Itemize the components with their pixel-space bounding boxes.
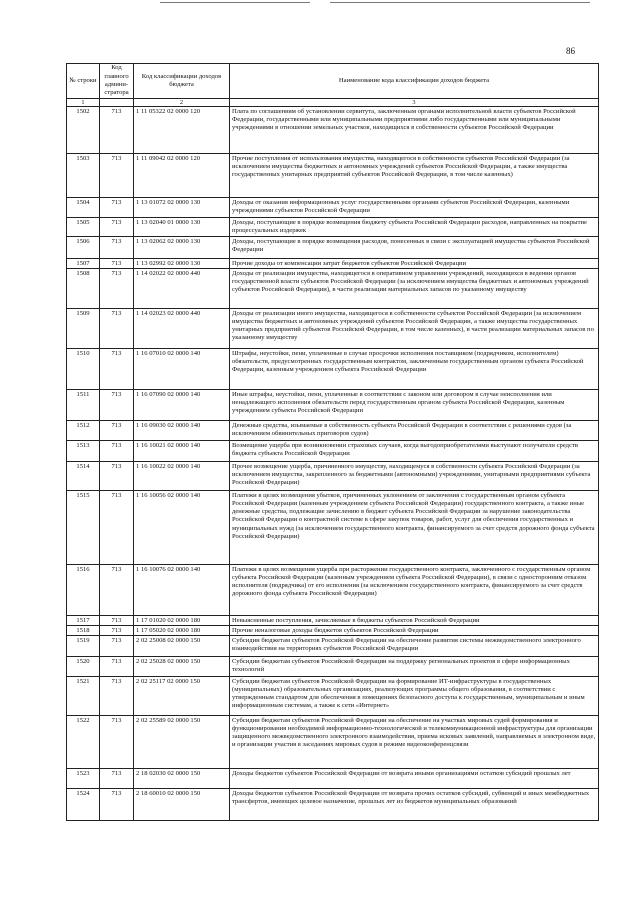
table-row	[67, 657, 599, 677]
classification-code-cell: 1 16 10022 02 0000 140	[134, 462, 230, 491]
code-name-cell: Прочие неналоговые доходы бюджетов субъектов Российской Федерации	[230, 626, 599, 636]
table-row	[67, 154, 599, 198]
column-number-1: 1	[67, 99, 100, 107]
row-number-cell: 1511	[67, 390, 100, 421]
row-number-cell: 1503	[67, 154, 100, 198]
code-name-cell: Иные штрафы, неустойки, пени, уплаченные в соответствии с законом или договором в случае неисполнения или ненадлежащего исполнения обязательств перед государственным органом субъекта Российской Федерации, казенным учреждением субъекта Российской Федерации	[230, 390, 599, 421]
header-admin-code: Код главного админи-стратора	[100, 64, 134, 99]
income-classification-table	[66, 63, 599, 821]
classification-code-cell: 2 02 25117 02 0000 150	[134, 677, 230, 716]
row-number-cell: 1513	[67, 441, 100, 462]
row-number-cell: 1522	[67, 716, 100, 769]
classification-code-cell: 1 16 09030 02 0000 140	[134, 421, 230, 441]
table-row	[67, 269, 599, 309]
admin-code-cell: 713	[100, 441, 134, 462]
code-name-cell: Штрафы, неустойки, пени, уплаченные в случае просрочки исполнения поставщиком (подрядчиком, исполнителем) обязательств, предусмотренных государственным контрактом, заключенным государственным органом субъекта Российской Федерации, казенным учреждением субъекта Российской Федерации	[230, 349, 599, 390]
admin-code-cell: 713	[100, 198, 134, 218]
admin-code-cell: 713	[100, 677, 134, 716]
classification-code-cell: 1 16 07010 02 0000 140	[134, 349, 230, 390]
header-row-number: № строки	[67, 64, 100, 99]
row-number-cell: 1510	[67, 349, 100, 390]
code-name-cell: Доходы бюджетов субъектов Российской Федерации от возврата иными организациями остатков субсидий прошлых лет	[230, 769, 599, 789]
row-number-cell: 1508	[67, 269, 100, 309]
code-name-cell: Платежи в целях возмещения ущерба при расторжении государственного контракта, заключенного с государственным органом субъекта Российской Федерации (казенным учреждением субъекта Российской Федерации), в связи с односторонним отказом исполнителя (подрядчика) от его исполнения (за исключением государственного контракта, финансируемого за счет средств дорожного фонда субъекта Российской Федерации)	[230, 565, 599, 616]
column-number-2: 2	[134, 99, 230, 107]
table-row	[67, 309, 599, 349]
column-number-blank	[100, 99, 134, 107]
classification-code-cell: 1 17 01020 02 0000 180	[134, 616, 230, 626]
table-row	[67, 198, 599, 218]
classification-code-cell: 1 11 05322 02 0000 120	[134, 107, 230, 154]
row-number-cell: 1520	[67, 657, 100, 677]
classification-code-cell: 1 13 02992 02 0000 130	[134, 259, 230, 269]
admin-code-cell: 713	[100, 716, 134, 769]
header-row	[67, 64, 599, 99]
classification-code-cell: 1 14 02023 02 0000 440	[134, 309, 230, 349]
admin-code-cell: 713	[100, 626, 134, 636]
row-number-cell: 1524	[67, 789, 100, 821]
classification-code-cell: 2 18 02030 02 0000 150	[134, 769, 230, 789]
classification-code-cell: 1 14 02022 02 0000 440	[134, 269, 230, 309]
table-row	[67, 349, 599, 390]
code-name-cell: Субсидии бюджетам субъектов Российской Федерации на обеспечение развития системы межведомственного электронного взаимодействия на территориях субъектов Российской Федерации	[230, 636, 599, 657]
code-name-cell: Субсидии бюджетам субъектов Российской Федерации на обеспечение на участках мировых судей формирования и функционирования необходимой информационно-технологической и телекоммуникационной инфраструктуры для организации защищенного межведомственного электронного взаимодействия, приема исковых заявлений, направляемых в электронном виде, и организации участия в заседаниях мировых судов в режиме видеоконференцсвязи	[230, 716, 599, 769]
code-name-cell: Прочие поступления от использования имущества, находящегося в собственности субъектов Российской Федерации (за исключением имущества бюджетных и автономных учреждений субъектов Российской Федерации, а также имущества государственных унитарных предприятий субъектов Российской Федерации, в том числе казенных)	[230, 154, 599, 198]
code-name-cell: Доходы, поступающие в порядке возмещения расходов, понесенных в связи с эксплуатацией имущества субъектов Российской Федерации	[230, 237, 599, 259]
classification-code-cell: 1 11 09042 02 0000 120	[134, 154, 230, 198]
code-name-cell: Денежные средства, изымаемые в собственность субъекта Российской Федерации в соответствии с решениями судов (за исключением обвинительных приговоров судов)	[230, 421, 599, 441]
table-row	[67, 636, 599, 657]
admin-code-cell: 713	[100, 269, 134, 309]
admin-code-cell: 713	[100, 616, 134, 626]
row-number-cell: 1512	[67, 421, 100, 441]
code-name-cell: Доходы от реализации иного имущества, находящегося в собственности субъектов Российской Федерации (за исключением имущества бюджетных и автономных учреждений субъектов Российской Федерации, а также имущества государственных унитарных предприятий субъектов Российской Федерации, в том числе казенных), в части реализации материальных запасов по указанному имуществу	[230, 309, 599, 349]
admin-code-cell: 713	[100, 421, 134, 441]
classification-code-cell: 1 16 07090 02 0000 140	[134, 390, 230, 421]
code-name-cell: Доходы от реализации имущества, находящегося в оперативном управлении учреждений, находящихся в ведении органов государственной власти субъектов Российской Федерации (за исключением имущества бюджетных и автономных учреждений субъектов Российской Федерации), в части реализации материальных запасов по указанному имуществу	[230, 269, 599, 309]
table-row	[67, 237, 599, 259]
code-name-cell: Доходы бюджетов субъектов Российской Федерации от возврата прочих остатков субсидий, субвенций и иных межбюджетных трансфертов, имеющих целевое назначение, прошлых лет из бюджетов муниципальных образований	[230, 789, 599, 821]
table-row	[67, 390, 599, 421]
admin-code-cell: 713	[100, 349, 134, 390]
admin-code-cell: 713	[100, 107, 134, 154]
table-row	[67, 421, 599, 441]
table-row	[67, 789, 599, 821]
admin-code-cell: 713	[100, 565, 134, 616]
table-row	[67, 565, 599, 616]
table-row	[67, 616, 599, 626]
row-number-cell: 1515	[67, 491, 100, 565]
row-number-cell: 1517	[67, 616, 100, 626]
admin-code-cell: 713	[100, 491, 134, 565]
classification-code-cell: 2 02 25589 02 0000 150	[134, 716, 230, 769]
code-name-cell: Субсидии бюджетам субъектов Российской Федерации на поддержку региональных проектов в сфере информационных технологий	[230, 657, 599, 677]
code-name-cell: Плата по соглашениям об установлении сервитута, заключенным органами исполнительной власти субъектов Российской Федерации, государственными или муниципальными предприятиями либо государственными или муниципальными учреждениями в отношении земельных участков, находящихся в собственности субъектов Российской Федерации	[230, 107, 599, 154]
row-number-cell: 1516	[67, 565, 100, 616]
code-name-cell: Невыясненные поступления, зачисляемые в бюджеты субъектов Российской Федерации	[230, 616, 599, 626]
admin-code-cell: 713	[100, 636, 134, 657]
admin-code-cell: 713	[100, 259, 134, 269]
column-number-3: 3	[230, 99, 599, 107]
scan-top-rule-right	[330, 2, 590, 3]
code-name-cell: Доходы от оказания информационных услуг государственными органами субъектов Российской Федерации, казенными учреждениями субъектов Российской Федерации	[230, 198, 599, 218]
table-row	[67, 462, 599, 491]
page-number: 86	[566, 46, 575, 56]
admin-code-cell: 713	[100, 218, 134, 237]
classification-code-cell: 1 13 01072 02 0000 130	[134, 198, 230, 218]
row-number-cell: 1507	[67, 259, 100, 269]
table-row	[67, 259, 599, 269]
code-name-cell: Субсидии бюджетам субъектов Российской Федерации на формирование ИТ-инфраструктуры в государственных (муниципальных) образовательных организациях, реализующих программы общего образования, в соответствии с утвержденным стандартом для обеспечения в помещениях безопасного доступа к государственным, муниципальным и иным информационным системам, а также к сети «Интернет»	[230, 677, 599, 716]
header-code-name: Наименование кода классификации доходов бюджета	[230, 64, 599, 99]
admin-code-cell: 713	[100, 390, 134, 421]
row-number-cell: 1514	[67, 462, 100, 491]
code-name-cell: Возмещение ущерба при возникновении страховых случаев, когда выгодоприобретателями выступают получатели средств бюджета субъекта Российской Федерации	[230, 441, 599, 462]
table-row	[67, 441, 599, 462]
admin-code-cell: 713	[100, 237, 134, 259]
classification-code-cell: 2 18 60010 02 0000 150	[134, 789, 230, 821]
table-row	[67, 491, 599, 565]
admin-code-cell: 713	[100, 154, 134, 198]
column-number-row	[67, 99, 599, 107]
table-row	[67, 677, 599, 716]
row-number-cell: 1523	[67, 769, 100, 789]
row-number-cell: 1502	[67, 107, 100, 154]
classification-code-cell: 1 13 02040 01 0000 130	[134, 218, 230, 237]
row-number-cell: 1505	[67, 218, 100, 237]
code-name-cell: Прочие доходы от компенсации затрат бюджетов субъектов Российской Федерации	[230, 259, 599, 269]
code-name-cell: Платежи в целях возмещения убытков, причиненных уклонением от заключения с государственным органом субъекта Российской Федерации (казенным учреждением субъекта Российской Федерации) государственного контракта, а также иные денежные средства, подлежащие зачислению в бюджет субъекта Российской Федерации за нарушение законодательства Российской Федерации о контрактной системе в сфере закупок товаров, работ, услуг для обеспечения государственных и муниципальных нужд (за исключением государственного контракта, финансируемого за счет средств дорожного фонда субъекта Российской Федерации)	[230, 491, 599, 565]
classification-code-cell: 1 13 02062 02 0000 130	[134, 237, 230, 259]
table-row	[67, 218, 599, 237]
row-number-cell: 1518	[67, 626, 100, 636]
classification-code-cell: 1 16 10021 02 0000 140	[134, 441, 230, 462]
row-number-cell: 1521	[67, 677, 100, 716]
scan-top-rule-left	[160, 2, 310, 3]
row-number-cell: 1506	[67, 237, 100, 259]
admin-code-cell: 713	[100, 789, 134, 821]
table-row	[67, 716, 599, 769]
classification-code-cell: 1 16 10056 02 0000 140	[134, 491, 230, 565]
row-number-cell: 1519	[67, 636, 100, 657]
classification-code-cell: 2 02 25008 02 0000 150	[134, 636, 230, 657]
classification-code-cell: 1 16 10076 02 0000 140	[134, 565, 230, 616]
admin-code-cell: 713	[100, 769, 134, 789]
code-name-cell: Прочее возмещение ущерба, причиненного имуществу, находящемуся в собственности субъекта Российской Федерации (за исключением имущества, закрепленного за бюджетными (автономными) учреждениями, унитарными предприятиями субъекта Российской Федерации)	[230, 462, 599, 491]
table-row	[67, 626, 599, 636]
table-row	[67, 107, 599, 154]
admin-code-cell: 713	[100, 657, 134, 677]
admin-code-cell: 713	[100, 462, 134, 491]
row-number-cell: 1504	[67, 198, 100, 218]
code-name-cell: Доходы, поступающие в порядке возмещения бюджету субъекта Российской Федерации расходов, направленных на покрытие процессуальных издержек	[230, 218, 599, 237]
header-classification-code: Код классификации доходов бюджета	[134, 64, 230, 99]
classification-code-cell: 2 02 25028 02 0000 150	[134, 657, 230, 677]
classification-code-cell: 1 17 05020 02 0000 180	[134, 626, 230, 636]
table-row	[67, 769, 599, 789]
table-body	[67, 107, 599, 821]
admin-code-cell: 713	[100, 309, 134, 349]
row-number-cell: 1509	[67, 309, 100, 349]
